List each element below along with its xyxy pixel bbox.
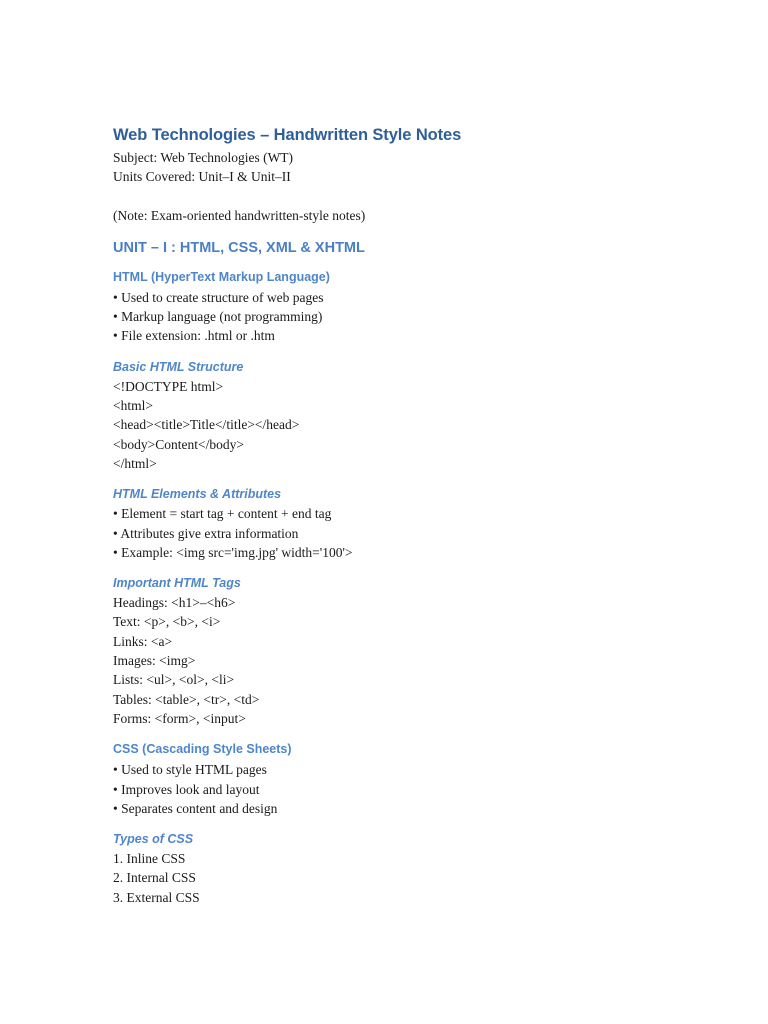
section-line: Forms: <form>, <input> xyxy=(113,710,246,726)
section-heading-types-of-css: Types of CSS xyxy=(113,832,194,847)
section-line: Links: <a> xyxy=(113,633,173,649)
section-heading-css: CSS (Cascading Style Sheets) xyxy=(113,742,292,757)
code-line: <!DOCTYPE html> xyxy=(113,378,224,394)
unit-heading: UNIT – I : HTML, CSS, XML & XHTML xyxy=(113,239,365,256)
section-line: • Improves look and layout xyxy=(113,781,260,797)
code-line: <head><title>Title</title></head> xyxy=(113,417,300,433)
section-line: • Element = start tag + content + end tag xyxy=(113,506,332,522)
section-line: 2. Internal CSS xyxy=(113,870,196,886)
section-line: 1. Inline CSS xyxy=(113,851,186,867)
section-line: Text: <p>, <b>, <i> xyxy=(113,614,221,630)
section-heading-important-tags: Important HTML Tags xyxy=(113,576,241,591)
document-page xyxy=(113,124,713,907)
code-line: </html> xyxy=(113,455,157,471)
section-line: • Separates content and design xyxy=(113,800,278,816)
section-line: Images: <img> xyxy=(113,653,196,669)
section-line: • Example: <img src='img.jpg' width='100'> xyxy=(113,544,353,560)
section-line: • Used to create structure of web pages xyxy=(113,289,324,305)
document-title: Web Technologies – Handwritten Style Notes xyxy=(113,126,462,144)
section-line: Lists: <ul>, <ol>, <li> xyxy=(113,672,235,688)
section-heading-basic-structure: Basic HTML Structure xyxy=(113,359,244,374)
meta-units: Units Covered: Unit–I & Unit–II xyxy=(113,169,291,185)
section-line: • File extension: .html or .htm xyxy=(113,328,275,344)
section-line: • Attributes give extra information xyxy=(113,525,299,541)
section-line: • Markup language (not programming) xyxy=(113,309,323,325)
section-heading-elements-attributes: HTML Elements & Attributes xyxy=(113,487,282,502)
section-line: Headings: <h1>–<h6> xyxy=(113,595,236,611)
section-line: • Used to style HTML pages xyxy=(113,762,267,778)
code-line: <body>Content</body> xyxy=(113,436,244,452)
section-line: 3. External CSS xyxy=(113,889,200,905)
code-line: <html> xyxy=(113,398,153,414)
section-heading-html: HTML (HyperText Markup Language) xyxy=(113,269,330,284)
meta-subject: Subject: Web Technologies (WT) xyxy=(113,150,294,165)
section-line: Tables: <table>, <tr>, <td> xyxy=(113,691,260,707)
document-note: (Note: Exam-oriented handwritten-style notes) xyxy=(113,207,366,223)
